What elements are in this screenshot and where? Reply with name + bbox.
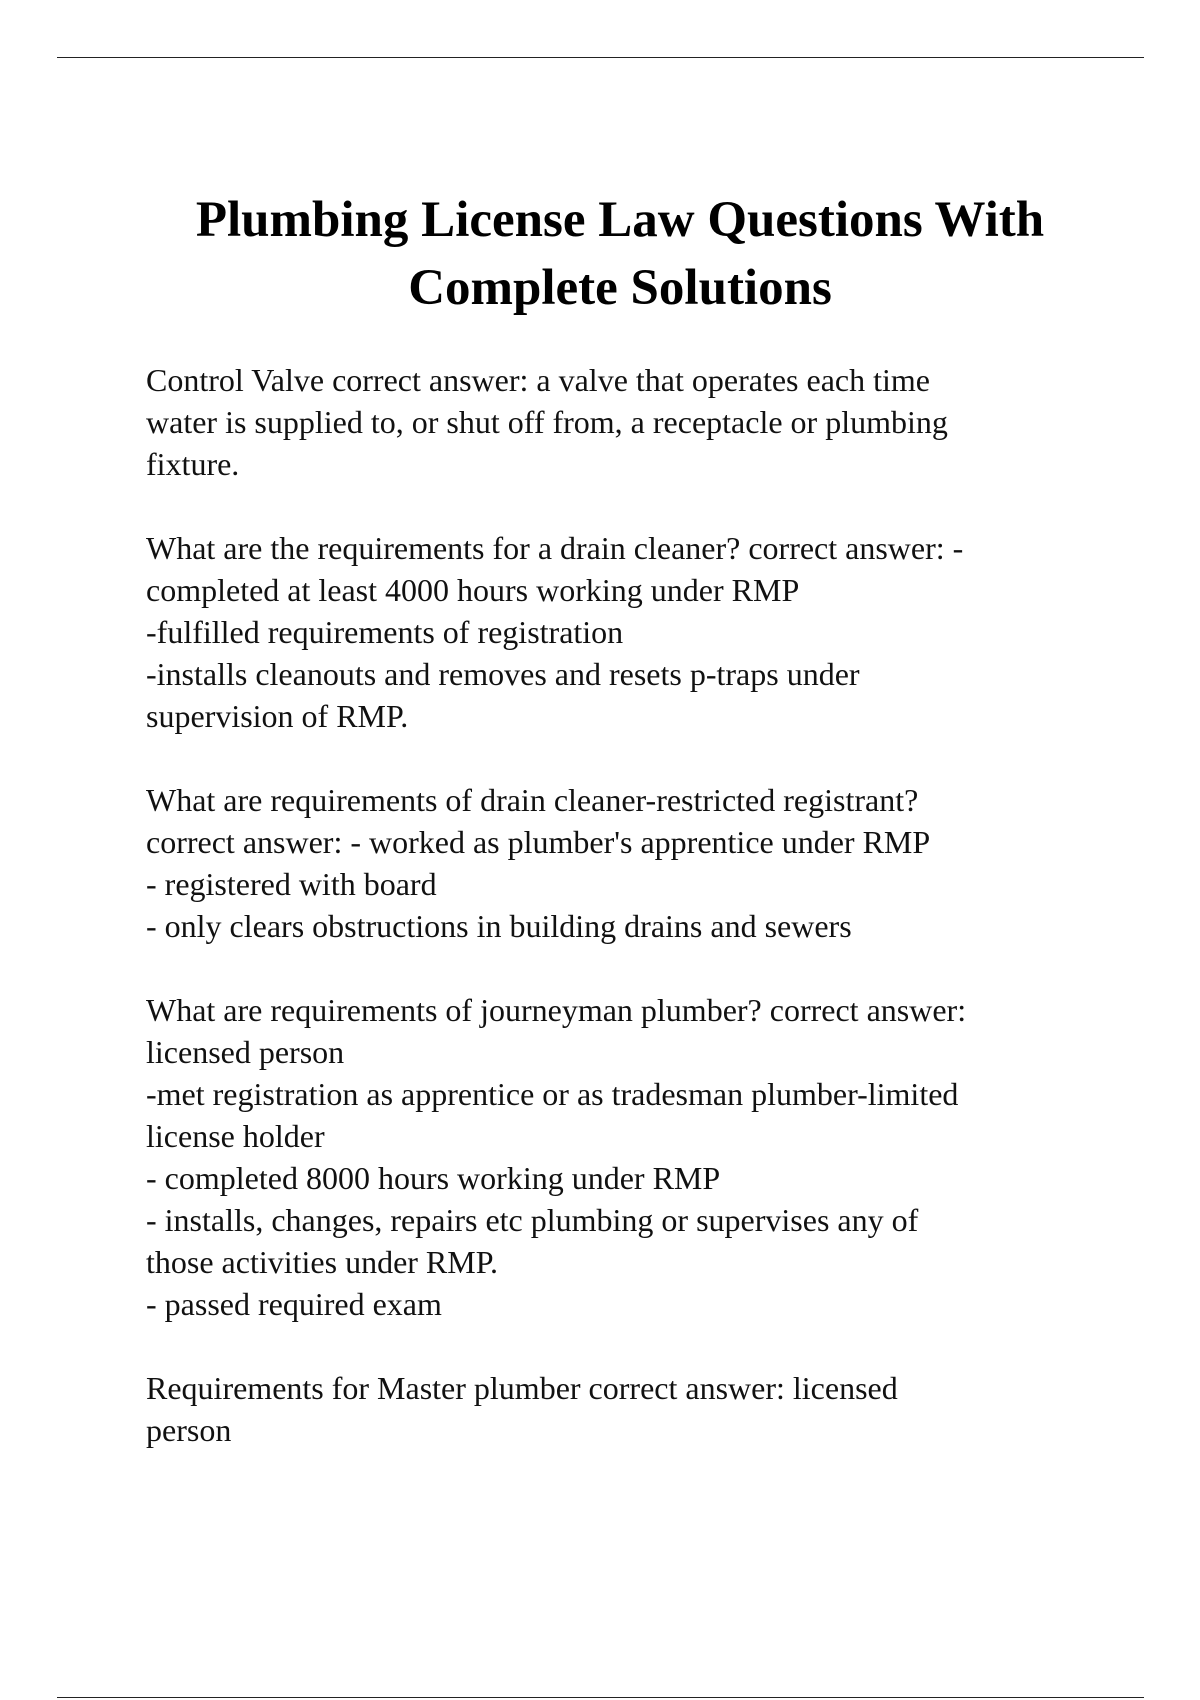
title-line: Complete Solutions <box>408 260 832 316</box>
qa-entry-journeyman-plumber <box>146 989 1106 1325</box>
qa-line: Requirements for Master plumber correct answer: licensed <box>146 1370 898 1406</box>
qa-list <box>146 359 1106 1493</box>
qa-line: supervision of RMP. <box>146 698 409 734</box>
qa-line: water is supplied to, or shut off from, a receptacle or plumbing <box>146 404 948 440</box>
qa-line: - registered with board <box>146 866 437 902</box>
document-title <box>100 186 1140 322</box>
qa-entry-master-plumber <box>146 1367 1106 1451</box>
qa-line: What are the requirements for a drain cleaner? correct answer: - <box>146 530 964 566</box>
qa-line: Control Valve correct answer: a valve that operates each time <box>146 362 930 398</box>
qa-entry-control-valve <box>146 359 1106 485</box>
qa-line: What are requirements of journeyman plumber? correct answer: <box>146 992 967 1028</box>
qa-line: - completed 8000 hours working under RMP <box>146 1160 721 1196</box>
qa-line: license holder <box>146 1118 325 1154</box>
qa-line: completed at least 4000 hours working under RMP <box>146 572 800 608</box>
title-line: Plumbing License Law Questions With <box>195 192 1045 248</box>
qa-line: -installs cleanouts and removes and resets p-traps under <box>146 656 860 692</box>
qa-line: What are requirements of drain cleaner-restricted registrant? <box>146 782 919 818</box>
qa-line: correct answer: - worked as plumber's apprentice under RMP <box>146 824 931 860</box>
bottom-rule <box>57 1697 1144 1698</box>
qa-entry-drain-cleaner <box>146 527 1106 737</box>
qa-entry-drain-cleaner-restricted <box>146 779 1106 947</box>
top-rule <box>57 57 1144 58</box>
qa-line: - passed required exam <box>146 1286 442 1322</box>
qa-line: -fulfilled requirements of registration <box>146 614 624 650</box>
qa-line: licensed person <box>146 1034 345 1070</box>
qa-line: - installs, changes, repairs etc plumbing or supervises any of <box>146 1202 919 1238</box>
qa-line: person <box>146 1412 232 1448</box>
qa-line: - only clears obstructions in building drains and sewers <box>146 908 852 944</box>
qa-line: those activities under RMP. <box>146 1244 498 1280</box>
qa-line: fixture. <box>146 446 240 482</box>
qa-line: -met registration as apprentice or as tradesman plumber-limited <box>146 1076 959 1112</box>
